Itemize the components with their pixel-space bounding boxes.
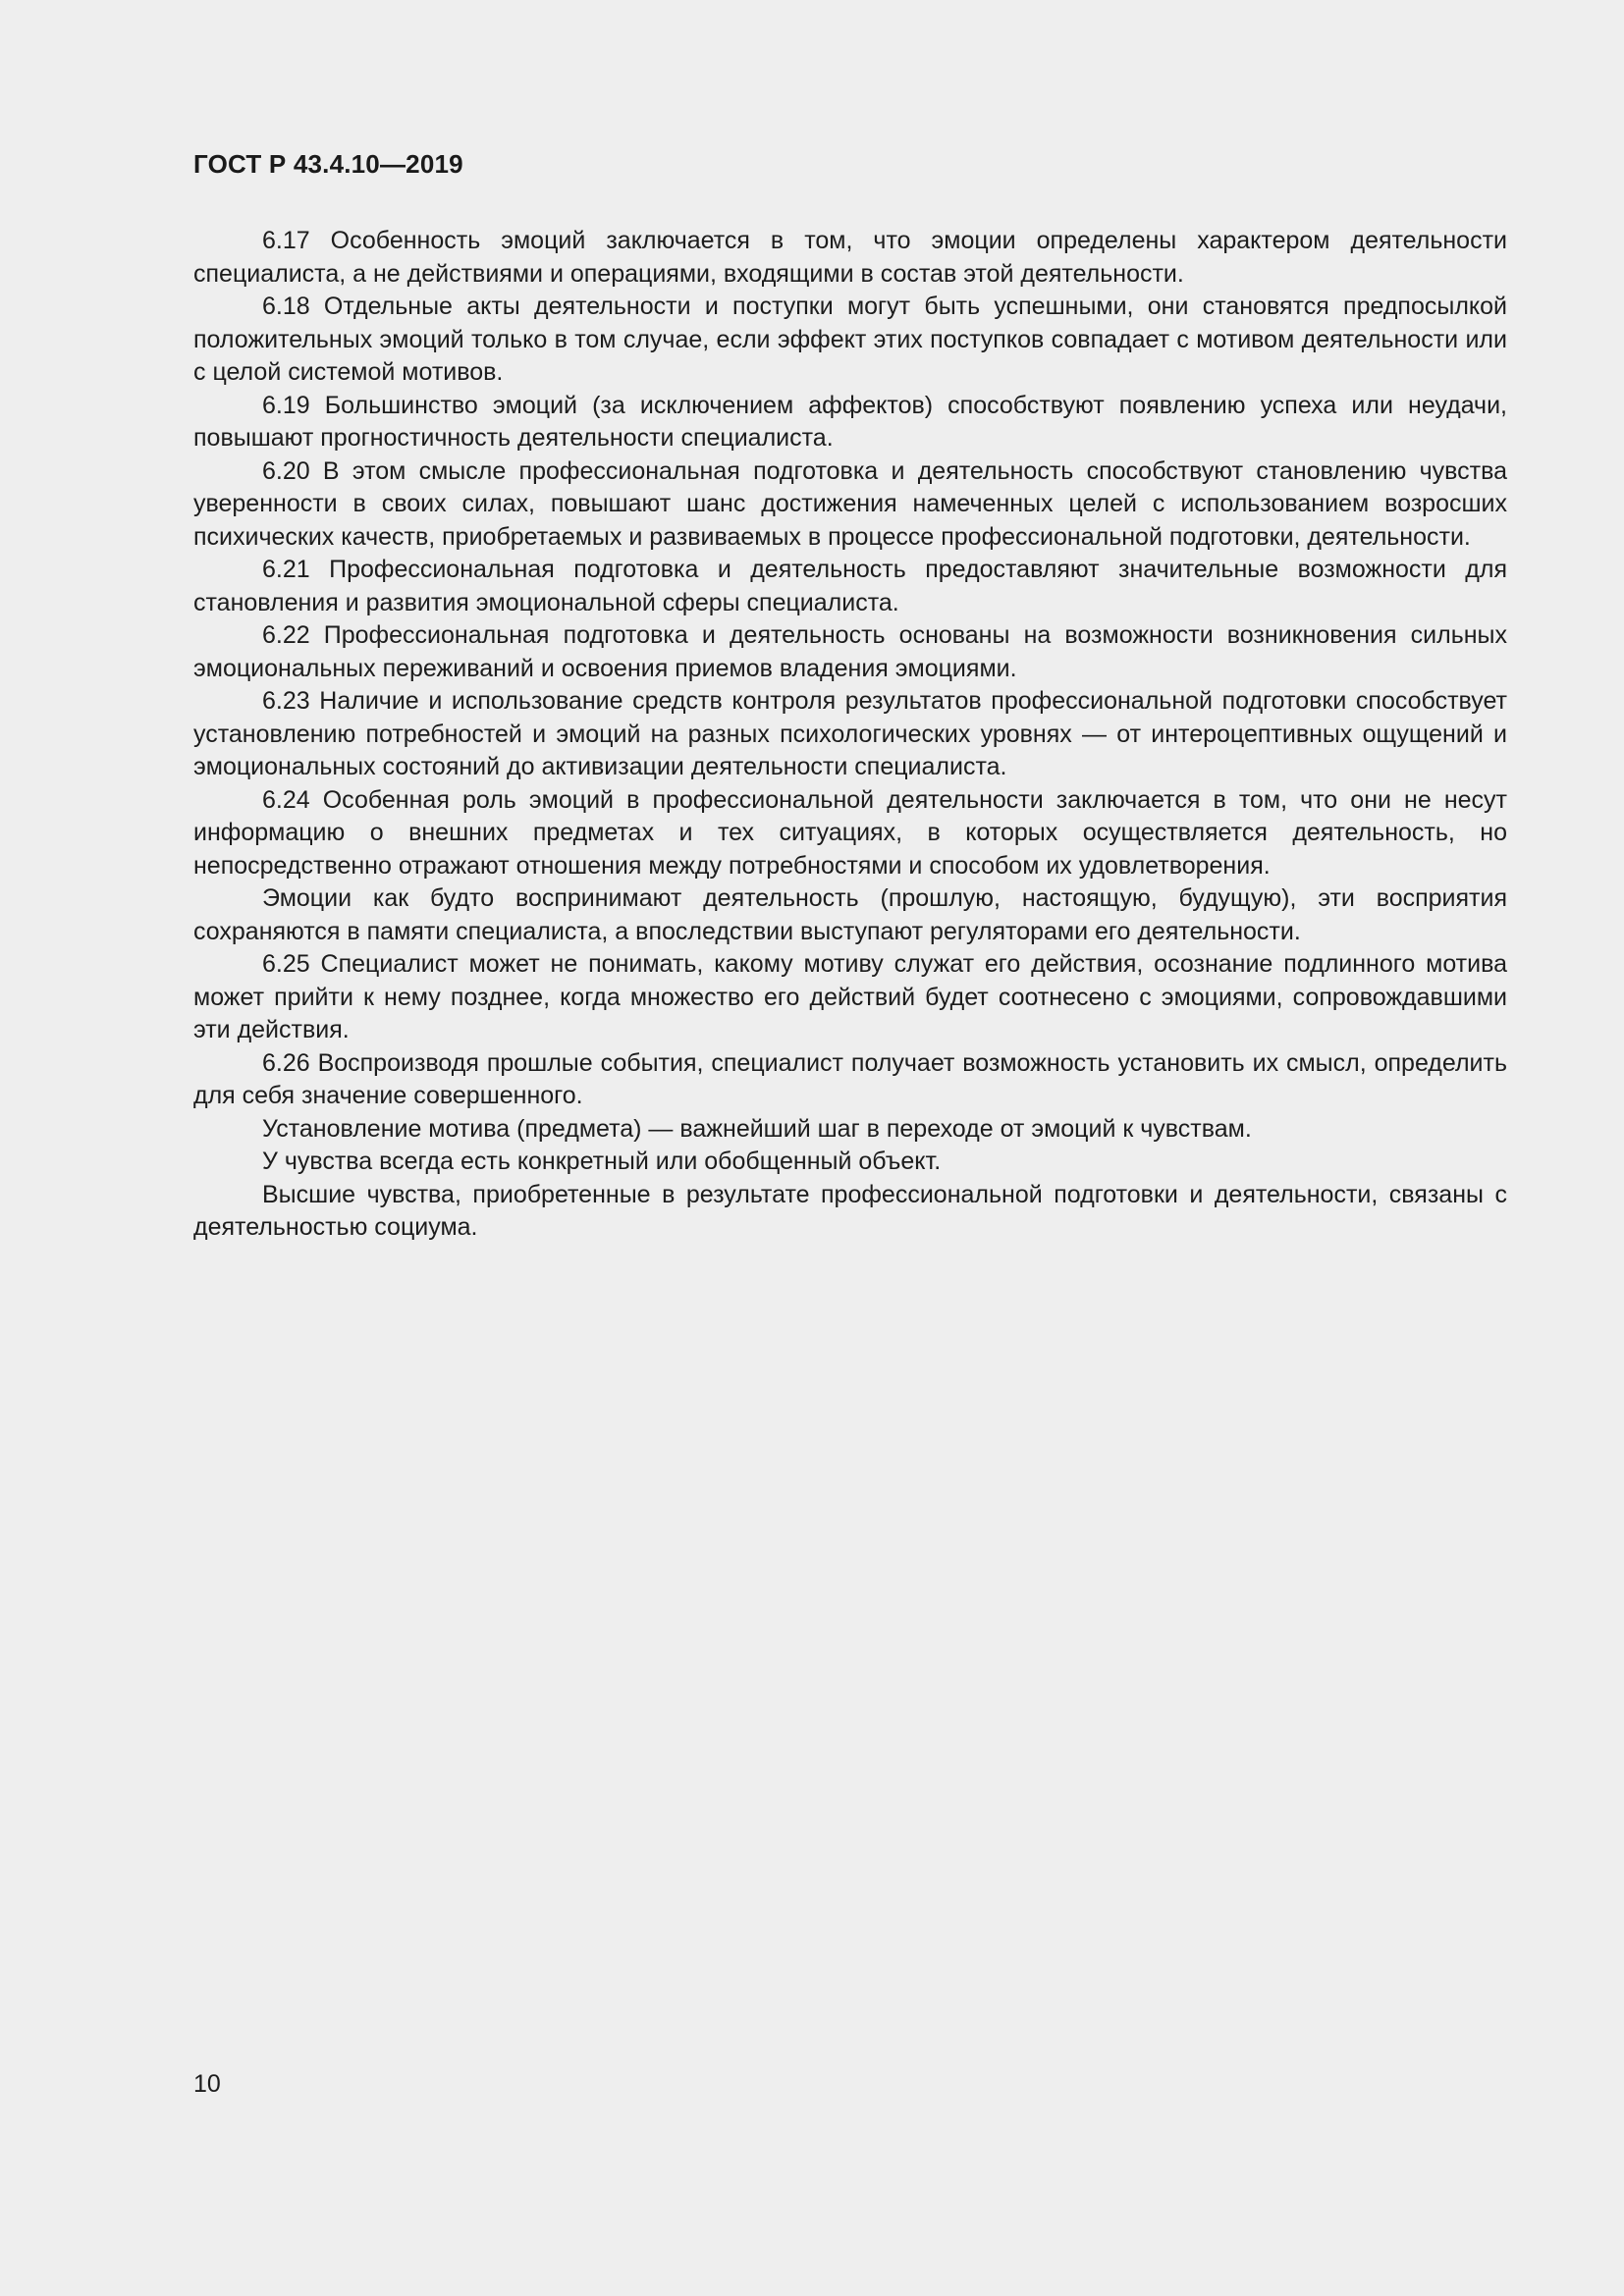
- paragraph-6-26: 6.26 Воспроизводя прошлые события, специалист получает возможность установить их смысл, определить для себя значение совершенного.: [193, 1048, 1507, 1109]
- paragraph-emotions-perceive: Эмоции как будто воспринимают деятельность (прошлую, настоящую, будущую), эти восприятия сохраняются в памяти специалиста, а впоследствии выступают регуляторами его деятельности.: [193, 884, 1507, 945]
- paragraph-6-17: 6.17 Особенность эмоций заключается в том, что эмоции определены характером деятельности специалиста, а не действиями и операциями, входящими в состав этой деятельности.: [193, 227, 1507, 288]
- paragraph-motive-establishment: Установление мотива (предмета) — важнейший шаг в переходе от эмоций к чувствам.: [262, 1114, 1252, 1143]
- paragraph-6-25: 6.25 Специалист может не понимать, какому мотиву служат его действия, осознание подлинного мотива может прийти к нему позднее, когда множество его действий будет соотнесено с эмоциями, сопровождавшими эти действия.: [193, 950, 1507, 1043]
- paragraph-6-22: 6.22 Профессиональная подготовка и деятельность основаны на возможности возникновения сильных эмоциональных переживаний и освоения приемов владения эмоциями.: [193, 621, 1507, 682]
- paragraph-6-24: 6.24 Особенная роль эмоций в профессиональной деятельности заключается в том, что они не несут информацию о внешних предметах и тех ситуациях, в которых осуществляется деятельность, но непосредственно отражают отношения между потребностями и способом их удовлетворения.: [193, 785, 1507, 880]
- paragraph-6-20: 6.20 В этом смысле профессиональная подготовка и деятельность способствуют становлению чувства уверенности в своих силах, повышают шанс достижения намеченных целей с использованием возросших психических качеств, приобретаемых и развиваемых в процессе профессиональной подготовки, деятельности.: [193, 456, 1507, 551]
- paragraph-6-23: 6.23 Наличие и использование средств контроля результатов профессиональной подготовки способствует установлению потребностей и эмоций на разных психологических уровнях — от интероцептивных ощущений и эмоциональных состояний до активизации деятельности специалиста.: [193, 687, 1507, 780]
- paragraph-higher-feelings: Высшие чувства, приобретенные в результате профессиональной подготовки и деятельности, связаны с деятельностью социума.: [193, 1180, 1507, 1241]
- page-number: 10: [193, 2070, 221, 2098]
- document-body: [193, 225, 1507, 1245]
- document-header: ГОСТ Р 43.4.10—2019: [193, 149, 463, 179]
- paragraph-feeling-object: У чувства всегда есть конкретный или обобщенный объект.: [262, 1148, 942, 1175]
- paragraph-6-19: 6.19 Большинство эмоций (за исключением аффектов) способствуют появлению успеха или неудачи, повышают прогностичность деятельности специалиста.: [193, 391, 1507, 452]
- paragraph-6-21: 6.21 Профессиональная подготовка и деятельность предоставляют значительные возможности для становления и развития эмоциональной сферы специалиста.: [193, 556, 1507, 616]
- paragraph-6-18: 6.18 Отдельные акты деятельности и поступки могут быть успешными, они становятся предпосылкой положительных эмоций только в том случае, если эффект этих поступков совпадает с мотивом деятельности или с целой системой мотивов.: [193, 293, 1507, 386]
